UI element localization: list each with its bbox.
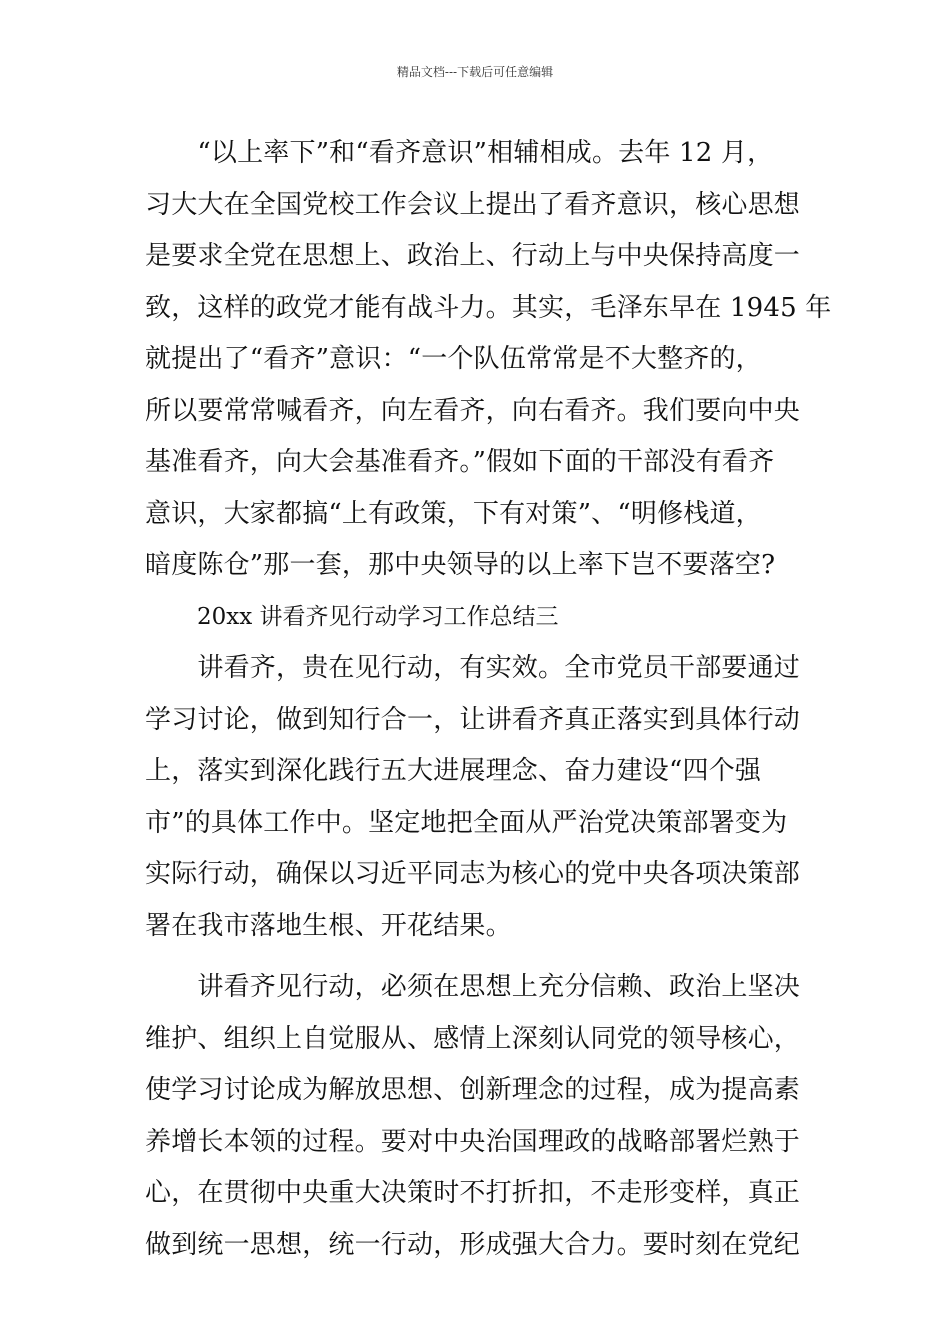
text-line: 上，落实到深化践行五大进展理念、奋力建设“四个强 [145,756,762,786]
text-line: 意识，大家都搞“上有政策，下有对策”、“明修栈道， [145,498,762,529]
text-line: 基准看齐，向大会基准看齐。”假如下面的干部没有看齐 [145,447,775,477]
text-line: 讲看齐见行动，必须在思想上充分信赖、政治上坚决 [145,972,801,1002]
text-line: 市”的具体工作中。坚定地把全面从严治党决策部署变为 [145,807,788,838]
text-line: 养增长本领的过程。要对中央治国理政的战略部署烂熟于 [145,1126,801,1157]
text-line: 做到统一思想，统一行动，形成强大合力。要时刻在党纪 [145,1229,801,1260]
paragraph-3 [145,962,810,1271]
text-line: 习大大在全国党校工作会议上提出了看齐意识，核心思想 [145,189,801,220]
paragraph-1 [145,128,832,592]
text-line: 署在我市落地生根、开花结果。 [145,910,512,941]
text-line: 就提出了“看齐”意识：“一个队伍常常是不大整齐的， [145,344,762,374]
text-line: 是要求全党在思想上、政治上、行动上与中央保持高度一 [145,241,801,271]
text-line: 使学习讨论成为解放思想、创新理念的过程，成为提高素 [145,1075,801,1105]
section-title: 20xx 讲看齐见行动学习工作总结三 [197,603,559,630]
text-line: 致，这样的政党才能有战斗力。其实，毛泽东早在 1945 年 [145,292,832,323]
page-header: 精品文档---下载后可任意编辑 [396,65,554,79]
text-line: 维护、组织上自觉服从、感情上深刻认同党的领导核心， [145,1023,801,1054]
text-line: “以上率下”和“看齐意识”相辅相成。去年 12 月， [145,138,774,168]
text-line: 讲看齐，贵在见行动，有实效。全市党员干部要通过 [145,653,801,683]
paragraph-2 [145,643,810,952]
text-line: 暗度陈仓”那一套，那中央领导的以上率下岂不要落空? [145,550,776,580]
text-line: 实际行动，确保以习近平同志为核心的党中央各项决策部 [145,859,801,889]
paragraph-spacer [145,952,810,962]
document-body [145,128,832,1271]
text-line: 学习讨论，做到知行合一，让讲看齐真正落实到具体行动 [145,704,801,735]
text-line: 所以要常常喊看齐，向左看齐，向右看齐。我们要向中央 [145,395,801,426]
text-line: 心，在贯彻中央重大决策时不打折扣，不走形变样，真正 [145,1178,801,1208]
